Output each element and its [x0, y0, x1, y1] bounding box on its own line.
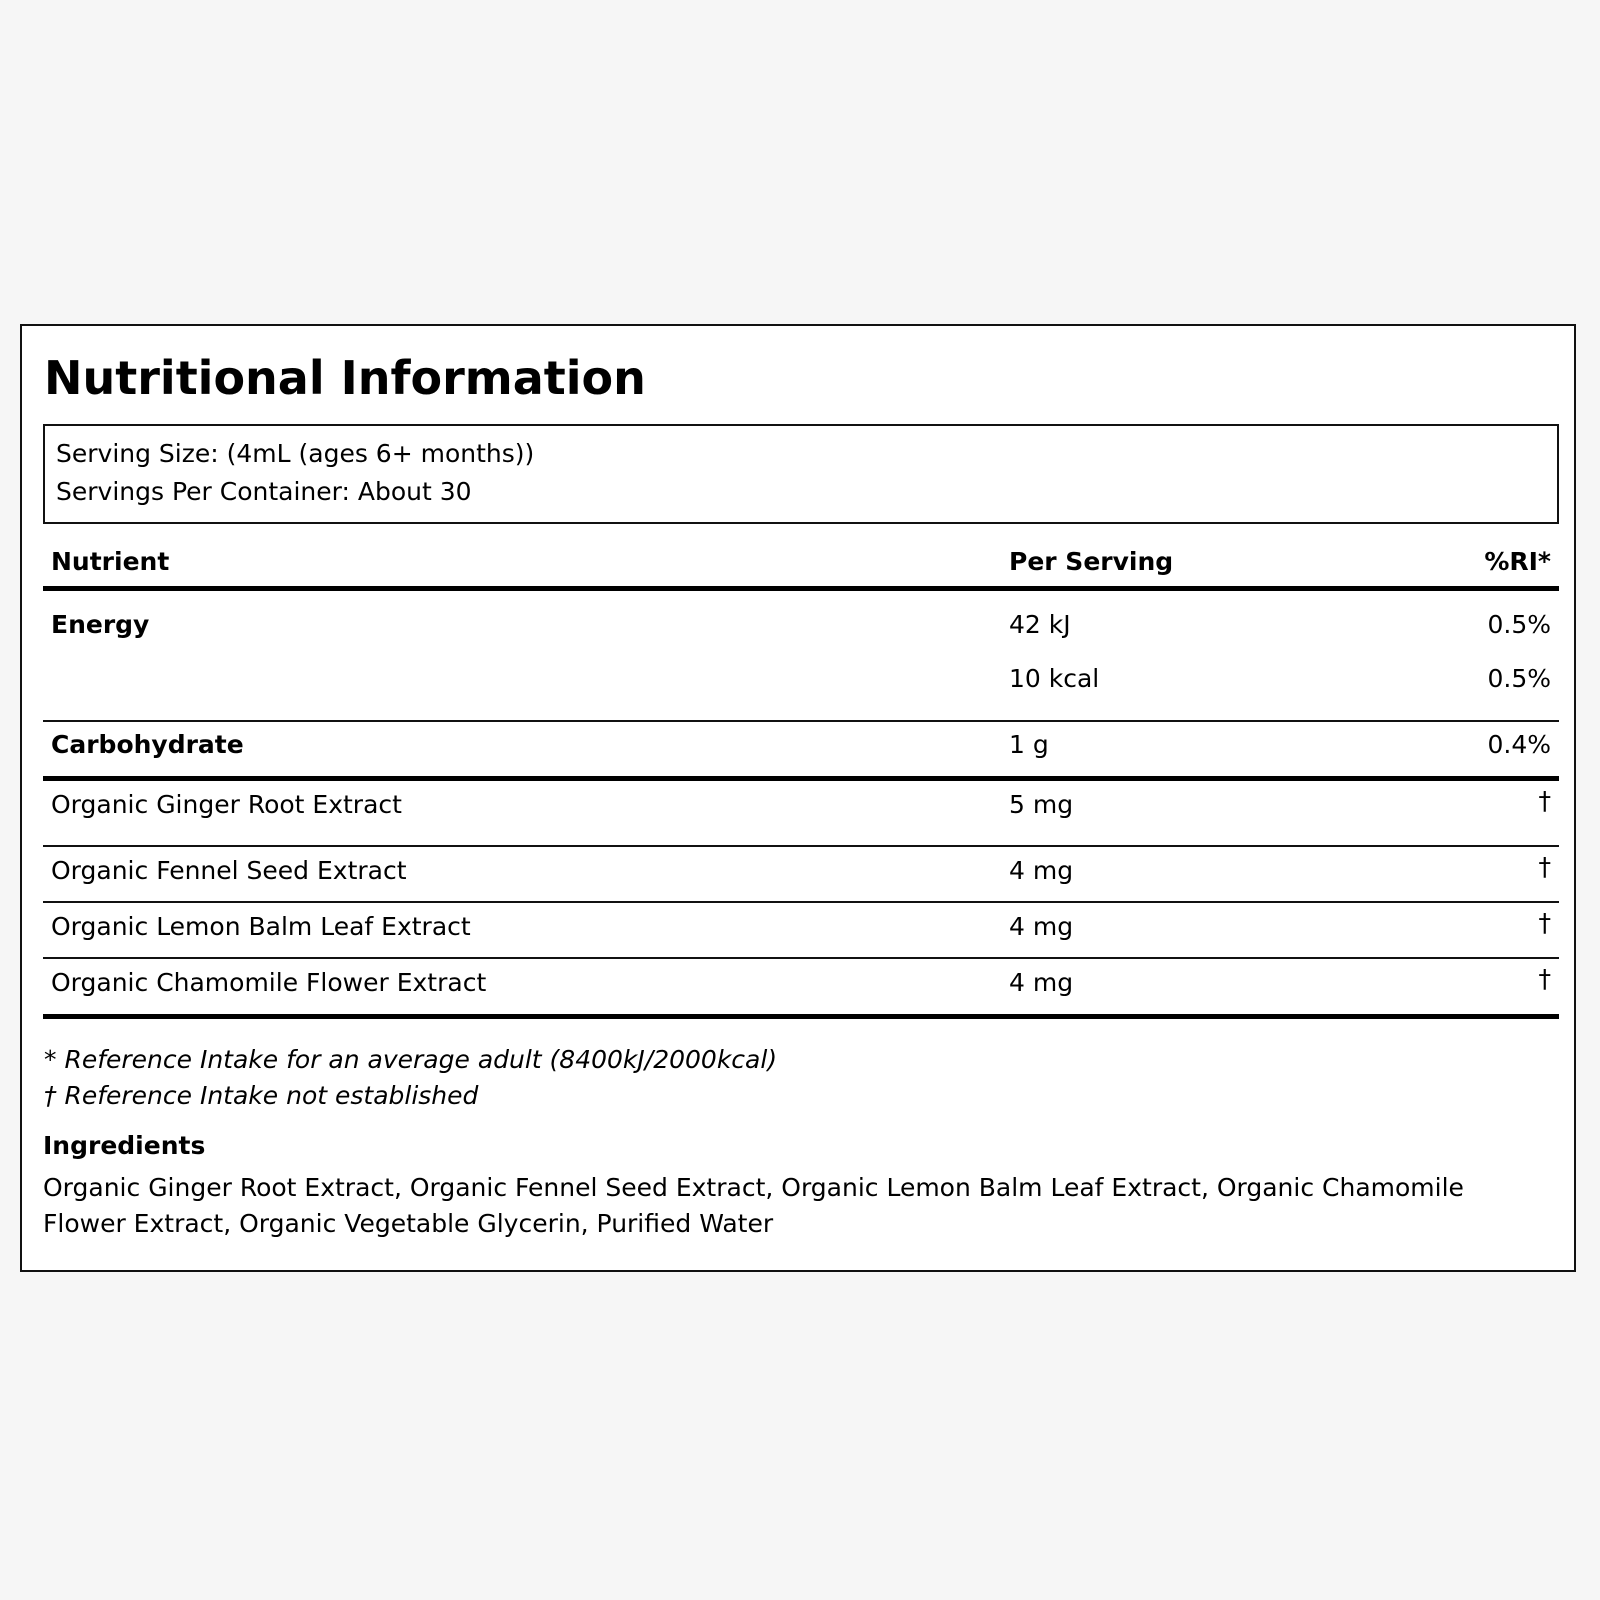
- ingredients-heading: Ingredients: [43, 1131, 206, 1160]
- per-serving-value: 5 mg: [1009, 790, 1074, 819]
- table-row: [43, 718, 1559, 770]
- label-title: Nutritional Information: [44, 351, 646, 405]
- per-serving-value: 42 kJ: [1009, 610, 1071, 639]
- table-row: [43, 662, 1559, 706]
- nutrient-name: Organic Lemon Balm Leaf Extract: [51, 912, 471, 941]
- ri-value: †: [1538, 786, 1551, 815]
- footnote-not-established: † Reference Intake not established: [44, 1081, 479, 1110]
- nutrient-name: Energy: [51, 610, 150, 639]
- header-ri: %RI*: [1484, 547, 1551, 576]
- footnote-reference-intake: * Reference Intake for an average adult (8400kJ/2000kcal): [44, 1045, 778, 1074]
- serving-size: Serving Size: (4mL (ages 6+ months)): [56, 439, 535, 468]
- servings-per-container: Servings Per Container: About 30: [56, 477, 472, 506]
- table-row: [43, 847, 1559, 901]
- ri-value: †: [1538, 908, 1551, 937]
- per-serving-value: 10 kcal: [1009, 664, 1100, 693]
- nutrient-name: Organic Ginger Root Extract: [51, 790, 402, 819]
- section-divider: [43, 1014, 1559, 1019]
- nutrient-name: Organic Chamomile Flower Extract: [51, 968, 487, 997]
- nutrient-name: Carbohydrate: [51, 730, 244, 759]
- table-row: [43, 781, 1559, 837]
- table-row: [43, 608, 1559, 652]
- ri-value: 0.5%: [1487, 664, 1551, 693]
- ri-value: 0.5%: [1487, 610, 1551, 639]
- ri-value: †: [1538, 852, 1551, 881]
- table-row: [43, 903, 1559, 957]
- per-serving-value: 4 mg: [1009, 968, 1074, 997]
- ri-value: 0.4%: [1487, 730, 1551, 759]
- serving-info-box: [43, 424, 1559, 524]
- nutrient-name: Organic Fennel Seed Extract: [51, 856, 407, 885]
- per-serving-value: 4 mg: [1009, 912, 1074, 941]
- header-per-serving: Per Serving: [1009, 547, 1174, 576]
- nutrition-label: [20, 324, 1576, 1272]
- ri-value: †: [1538, 964, 1551, 993]
- per-serving-value: 4 mg: [1009, 856, 1074, 885]
- header-nutrient: Nutrient: [51, 547, 170, 576]
- table-row: [43, 959, 1559, 1013]
- table-header: [43, 538, 1559, 591]
- per-serving-value: 1 g: [1009, 730, 1049, 759]
- ingredients-list: Organic Ginger Root Extract, Organic Fennel Seed Extract, Organic Lemon Balm Leaf Extract, Organic Chamomile Flower Extract, Organic Vegetable Glycerin, Purified Water: [43, 1173, 1464, 1238]
